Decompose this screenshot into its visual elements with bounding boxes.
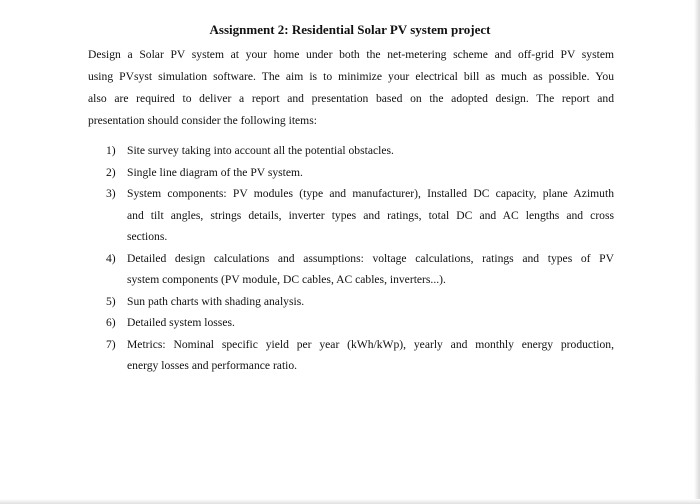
list-item xyxy=(88,142,614,164)
intro-line: Design a Solar PV system at your home under both the net-metering scheme and off-grid PV system xyxy=(88,48,614,61)
requirements-list xyxy=(88,142,614,379)
document-title: Assignment 2: Residential Solar PV system project xyxy=(209,22,491,37)
intro-paragraph xyxy=(88,46,614,134)
list-item-text: and tilt angles, strings details, inverter types and ratings, total DC and AC lengths and cross xyxy=(127,208,614,222)
list-item-text: system components (PV module, DC cables, AC cables, inverters...). xyxy=(127,273,446,286)
list-item-text: Metrics: Nominal specific yield per year (kWh/kWp), yearly and monthly energy production, xyxy=(127,337,614,351)
list-item xyxy=(88,314,614,336)
page-edge-shadow-bottom xyxy=(0,499,700,504)
intro-line: using PVsyst simulation software. The aim is to minimize your electrical bill as much as possible. You xyxy=(88,70,614,83)
list-item-number: 1) xyxy=(106,144,116,157)
list-item xyxy=(88,293,614,315)
list-item-text: Sun path charts with shading analysis. xyxy=(127,294,305,308)
list-item-number: 6) xyxy=(106,316,116,329)
list-item-number: 4) xyxy=(106,251,116,265)
list-item xyxy=(88,336,614,379)
list-item-text: Site survey taking into account all the potential obstacles. xyxy=(127,144,394,157)
list-item-text: energy losses and performance ratio. xyxy=(127,359,298,372)
list-item-number: 2) xyxy=(106,165,116,179)
page-edge-shadow xyxy=(694,0,700,504)
list-item xyxy=(88,185,614,250)
list-item-number: 5) xyxy=(106,294,116,308)
list-item-text: Detailed design calculations and assumptions: voltage calculations, ratings and types of PV xyxy=(127,251,614,265)
list-item-number: 7) xyxy=(106,337,116,351)
list-item xyxy=(88,250,614,293)
list-item-text: System components: PV modules (type and manufacturer), Installed DC capacity, plane Azimuth xyxy=(127,187,614,200)
list-item-text: Detailed system losses. xyxy=(127,316,235,329)
list-item-number: 3) xyxy=(106,187,116,200)
list-item-text: Single line diagram of the PV system. xyxy=(127,165,303,179)
list-item xyxy=(88,164,614,186)
intro-line: presentation should consider the following items: xyxy=(88,114,317,127)
list-item-text: sections. xyxy=(127,230,168,243)
intro-line: also are required to deliver a report and presentation based on the adopted design. The report and xyxy=(88,92,614,105)
